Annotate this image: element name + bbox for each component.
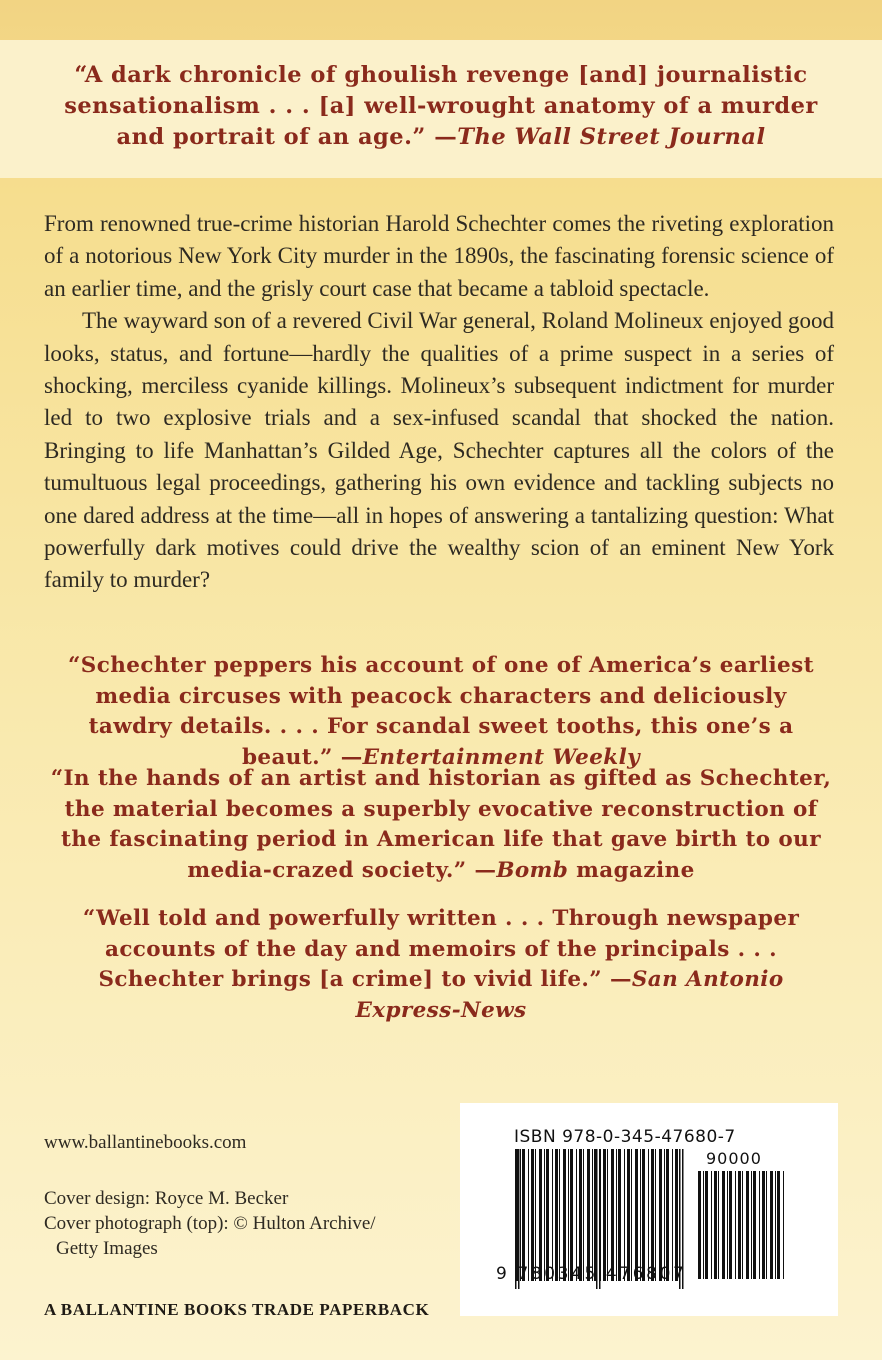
- barcode-bar: [531, 1149, 534, 1281]
- isbn-label: ISBN 978-0-345-47680-7: [514, 1127, 736, 1147]
- barcode-bar: [544, 1149, 545, 1281]
- barcode-digits: [496, 1264, 686, 1284]
- review-text: “Schechter peppers his account of one of America’s earliest media circuses with peacock characters and deliciously tawdry details. . . . For scandal sweet tooths, this one’s a beaut.” —: [68, 653, 814, 770]
- barcode-bar: [718, 1171, 719, 1279]
- barcode-bar: [766, 1171, 767, 1279]
- barcode-bar: [576, 1149, 577, 1281]
- barcode-bar: [711, 1171, 712, 1279]
- barcode-bar: [607, 1149, 608, 1281]
- review-text: “Well told and powerfully written . . . Through newspaper accounts of the day and memoirs of the principals . . . Schechter brings [a crime] to vivid life.” —: [82, 906, 800, 992]
- review-source: Bomb: [496, 857, 569, 883]
- barcode-bar: [563, 1149, 566, 1281]
- barcode-bar: [611, 1149, 614, 1281]
- description-paragraph-1: From renowned true-crime historian Harold Schechter comes the riveting exploration of a notorious New York City murder in the 1890s, the fascinating forensic science of an earlier time, and the grisly court case that became a tabloid spectacle.: [44, 211, 834, 301]
- barcode-bar: [759, 1171, 760, 1279]
- barcode-bar: [555, 1149, 558, 1281]
- barcode-bar: [729, 1171, 732, 1279]
- barcode-bar: [753, 1171, 756, 1279]
- barcode-bar: [627, 1149, 630, 1281]
- barcode-bar: [742, 1171, 743, 1279]
- description-paragraph-2: The wayward son of a revered Civil War general, Roland Molineux enjoyed good looks, status, and fortune—hardly the qualities of a prime suspect in a series of shocking, merciless cyanide killings. Molineux’s subsequent indictment for murder led to two explosive trials and a sex-infused scandal that shocked the nation. Bringing to life Manhattan’s Gilded Age, Schechter captures all the colors of the tumultuous legal proceedings, gathering his own evidence and tackling subjects no one dared address at the time—all in hopes of answering a tantalizing question: What powerfully dark motives could drive the wealthy scion of an eminent New York family to murder?: [44, 308, 834, 593]
- review-quote-3: [50, 904, 832, 1026]
- barcode-bar: [559, 1149, 560, 1281]
- publisher-website: www.ballantinebooks.com: [44, 1132, 247, 1153]
- barcode-bar: [775, 1171, 776, 1279]
- barcode-bar: [528, 1149, 529, 1281]
- barcode-bar: [603, 1149, 606, 1281]
- barcode-bar: [587, 1149, 590, 1281]
- barcode-bar: [703, 1171, 704, 1279]
- barcode-bar: [522, 1149, 525, 1281]
- barcode-bar: [727, 1171, 728, 1279]
- barcode-bar: [664, 1149, 665, 1281]
- review-source: San Antonio Express-News: [355, 967, 784, 1023]
- barcode-bar: [640, 1149, 641, 1281]
- barcode-bar: [655, 1149, 656, 1281]
- barcode-bar: [672, 1149, 673, 1281]
- cover-photo-credit: Cover photograph (top): © Hulton Archive/: [44, 1213, 376, 1234]
- barcode-bar: [539, 1149, 542, 1281]
- review-quote-1: [50, 651, 832, 773]
- barcode-bar: [714, 1171, 717, 1279]
- barcode-bar: [616, 1149, 617, 1281]
- barcode-number: 780345 476807: [517, 1264, 687, 1284]
- barcode-bar: [618, 1149, 621, 1281]
- barcode-bar: [631, 1149, 632, 1281]
- barcode-bar: [738, 1171, 741, 1279]
- imprint-line: A BALLANTINE BOOKS TRADE PAPERBACK: [44, 1300, 430, 1319]
- barcode-bar: [770, 1171, 773, 1279]
- review-source: Entertainment Weekly: [362, 744, 641, 770]
- barcode-bar: [722, 1171, 725, 1279]
- barcode-first-digit: 9: [496, 1264, 510, 1284]
- barcode-bar: [552, 1149, 553, 1281]
- barcode-bar: [735, 1171, 736, 1279]
- barcode-bar: [520, 1149, 521, 1281]
- barcode-bar: [592, 1149, 593, 1281]
- price-code: 90000: [706, 1149, 762, 1168]
- barcode-bar: [568, 1149, 569, 1281]
- cover-photo-credit-cont: Getty Images: [56, 1238, 158, 1259]
- barcode-bar: [570, 1149, 573, 1281]
- barcode-bar: [698, 1171, 701, 1279]
- cover-credits: [44, 1186, 376, 1261]
- barcode-bar: [648, 1149, 649, 1281]
- barcode-bar: [751, 1171, 752, 1279]
- barcode-bar: [583, 1149, 584, 1281]
- barcode-bar: [783, 1171, 784, 1279]
- barcode-bar: [651, 1149, 654, 1281]
- barcode-bar: [762, 1171, 765, 1279]
- cover-design-credit: Cover design: Royce M. Becker: [44, 1188, 289, 1209]
- barcode-bar: [705, 1171, 708, 1279]
- barcode-bar: [675, 1149, 678, 1281]
- barcode-bar: [777, 1171, 780, 1279]
- review-suffix: magazine: [568, 857, 695, 883]
- barcode-block: [460, 1103, 838, 1316]
- barcode-bar: [624, 1149, 625, 1281]
- review-quote-2: [50, 764, 832, 886]
- barcode-bar: [746, 1171, 749, 1279]
- barcode-bar: [535, 1149, 536, 1281]
- review-text: “In the hands of an artist and historian as gifted as Schechter, the material becomes a superbly evocative reconstruction of the fascinating period in American life that gave birth to our media-crazed society.” —: [50, 766, 832, 883]
- top-quote-source: The Wall Street Journal: [457, 124, 766, 150]
- barcode-bar: [642, 1149, 645, 1281]
- barcode-bar: [546, 1149, 549, 1281]
- top-review-quote: [60, 60, 822, 153]
- barcode-bar: [666, 1149, 669, 1281]
- barcode-bar: [579, 1149, 582, 1281]
- barcode-bar: [659, 1149, 662, 1281]
- book-description: [44, 208, 834, 597]
- top-quote-text: “A dark chronicle of ghoulish revenge [and] journalistic sensationalism . . . [a] well-wrought anatomy of a murder and portrait of an age.” —: [64, 62, 818, 150]
- barcode-bar: [635, 1149, 638, 1281]
